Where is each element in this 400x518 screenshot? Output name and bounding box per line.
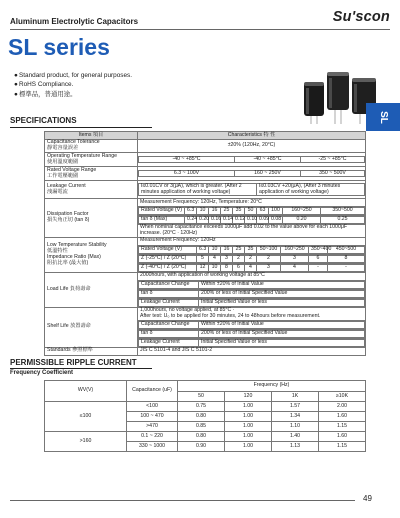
criteria-value: Within ±20% of Initial Value — [199, 281, 365, 288]
coefficient-cell: 1.15 — [319, 442, 366, 452]
voltage-cell: 10 — [209, 246, 221, 253]
voltage-cell: 35 — [233, 208, 245, 215]
coefficient-cell: 1.10 — [272, 422, 319, 432]
leakage-formula-low: I≤0.01CV or 3(μA), which is greater. (After 2 minutes application of working voltage) — [139, 183, 257, 196]
impedance-cell: 4 — [209, 255, 221, 262]
voltage-cell: 100 — [269, 208, 283, 215]
temp-range-mid-voltage: -40 ~ +85°C — [235, 156, 301, 163]
series-side-tab: SL — [366, 103, 400, 131]
frequency-cell: 120 — [225, 392, 272, 402]
frequency-cell: 1K — [272, 392, 319, 402]
row-label: Operating Temperature Range 使用溫度範圍 — [45, 153, 138, 167]
coefficient-cell: 1.60 — [319, 412, 366, 422]
tolerance-value: ±20% (120Hz, 20°C) — [138, 140, 366, 153]
row-label: Leakage Current 洩漏電流 — [45, 181, 138, 199]
coefficient-cell: 2.00 — [319, 402, 366, 412]
voltage-cell: 350~400 — [309, 246, 328, 253]
impedance-cell: 3 — [221, 255, 233, 262]
tan-delta-cell: 0.12 — [233, 216, 245, 223]
table-row — [45, 153, 366, 167]
section-rule — [10, 368, 152, 369]
coefficient-cell: 1.00 — [225, 402, 272, 412]
header-rule — [10, 29, 390, 30]
header-title: Aluminum Electrolytic Capacitors — [10, 17, 139, 26]
voltage-cell: 10 — [197, 208, 209, 215]
feature-item: ●Standard product, for general purposes. — [14, 72, 132, 79]
criteria-value: Within ±20% of Initial Value — [199, 321, 365, 328]
footer-rule — [10, 500, 355, 501]
tan-delta-cell: 0.10 — [245, 216, 257, 223]
load-life-description: 2000hours, with application of working voltage at 85°C — [138, 272, 366, 280]
table-row — [45, 237, 366, 245]
dissipation-measurement: Measurement Frequency: 120Hz, Temperature: 20°C — [138, 199, 366, 207]
capacitance-cell: 0.1 ~ 220 — [127, 432, 178, 442]
criteria-label: tan δ — [139, 330, 199, 337]
coefficient-cell: 1.57 — [272, 402, 319, 412]
coefficient-cell: 1.13 — [272, 442, 319, 452]
voltage-range-high: 350 ~ 500V — [301, 170, 365, 177]
criteria-label: Capacitance Change — [139, 281, 199, 288]
series-title: SL series — [8, 34, 110, 60]
rated-voltage-label: Rated Voltage (V) — [139, 246, 197, 253]
row-label: Load Life 負荷壽命 — [45, 272, 138, 307]
row-label: Rated Voltage Range 工作電壓範圍 — [45, 167, 138, 181]
coefficient-cell: 1.34 — [272, 412, 319, 422]
criteria-label: Capacitance Change — [139, 321, 199, 328]
coefficient-cell: 0.90 — [178, 442, 225, 452]
capacitance-cell: >470 — [127, 422, 178, 432]
column-header-items: Items 項目 — [45, 132, 138, 140]
table-row — [45, 347, 366, 355]
frequency-cell: ≥10K — [319, 392, 366, 402]
capacitance-header: Capacitance (uF) — [127, 381, 178, 402]
voltage-cell: 6.3 — [197, 246, 209, 253]
impedance-cell: 8 — [221, 264, 233, 271]
row-label: Standards 參照標準 — [45, 347, 138, 355]
impedance-cell: 8 — [328, 255, 365, 262]
voltage-cell: 450~500 — [328, 246, 365, 253]
tan-delta-cell: 0.20 — [197, 216, 209, 223]
criteria-value: Initial Specified Value or less — [199, 299, 365, 306]
coefficient-cell: 1.00 — [225, 442, 272, 452]
criteria-label: tan δ — [139, 290, 199, 297]
impedance-cell: - — [309, 264, 328, 271]
coefficient-cell: 1.40 — [272, 432, 319, 442]
table-row — [45, 402, 366, 412]
frequency-header: Frequency (Hz) — [178, 381, 366, 392]
voltage-cell: 160~250 — [283, 208, 321, 215]
coefficient-cell: 1.00 — [225, 432, 272, 442]
capacitance-cell: 100 ~ 470 — [127, 412, 178, 422]
voltage-cell: 160~250 — [281, 246, 309, 253]
voltage-cell: 16 — [209, 208, 221, 215]
table-row — [45, 199, 366, 207]
impedance-cell: 6 — [233, 264, 245, 271]
wv-group-cell: ≤100 — [45, 402, 127, 432]
tan-delta-cell: 0.08 — [269, 216, 283, 223]
table-header-row — [45, 381, 366, 392]
tan-delta-cell: 0.14 — [221, 216, 233, 223]
brand-logo: Su'scon — [332, 9, 390, 25]
voltage-cell: 6.3 — [185, 208, 197, 215]
specifications-heading: SPECIFICATIONS — [10, 116, 77, 125]
wv-header: WV(V) — [45, 381, 127, 402]
coefficient-cell: 1.60 — [319, 432, 366, 442]
ripple-current-heading: PERMISSIBLE RIPPLE CURRENT — [10, 358, 137, 367]
frequency-coefficient-heading: Frequency Coefficient — [10, 370, 74, 376]
ripple-current-table — [44, 380, 366, 452]
tan-delta-cell: 0.24 — [185, 216, 197, 223]
table-row — [45, 307, 366, 320]
temp-range-high-voltage: -25 ~ +85°C — [301, 156, 365, 163]
criteria-value: Initial Specified Value or less — [199, 339, 365, 346]
tan-delta-cell: 0.09 — [257, 216, 269, 223]
voltage-cell: 35 — [245, 246, 257, 253]
impedance-cell: 4 — [245, 264, 257, 271]
voltage-cell: 350~500 — [321, 208, 365, 215]
feature-list — [14, 71, 132, 99]
criteria-value: 200% or less of Initial Specified Value — [199, 290, 365, 297]
criteria-value: 200% or less of Initial Specified Value — [199, 330, 365, 337]
table-row — [45, 432, 366, 442]
wv-group-cell: >160 — [45, 432, 127, 452]
row-label: Low Temperature Stability 低溫特性 Impedance Ratio (Max) 阻抗比率 (最大值) — [45, 237, 138, 272]
tan-delta-label: tan δ (Max) — [139, 216, 185, 223]
impedance-cell: 12 — [197, 264, 209, 271]
specifications-table — [44, 131, 366, 356]
table-row — [45, 181, 366, 199]
leakage-formula-high: I≤0.03CV +20(μA), (After 3 minutes application of working voltage) — [257, 183, 365, 196]
feature-item: ●RoHS Compliance. — [14, 81, 74, 89]
page-number: 49 — [363, 494, 372, 503]
coefficient-cell: 1.00 — [225, 422, 272, 432]
dissipation-note: When nominal capacitance exceeds 1000μF add 0.02 to the value above for each 1000μF increase. (20°C · 120Hz) — [138, 224, 366, 237]
voltage-cell: 63 — [257, 208, 269, 215]
criteria-label: Leakage Current — [139, 339, 199, 346]
shelf-life-description: 1,000hours, no voltage applied, at 85°C · After test: U₀ to be applied for 30 minutes, 24 to 48hours before measurement. — [138, 307, 366, 320]
impedance-cell: 6 — [309, 255, 328, 262]
voltage-cell: 25 — [233, 246, 245, 253]
row-label: Shelf Life 放置壽命 — [45, 307, 138, 347]
impedance-cell: 3 — [281, 255, 309, 262]
standards-value: JIS C 5101-4 and JIS C 5101-2 — [138, 347, 366, 355]
coefficient-cell: 0.80 — [178, 412, 225, 422]
impedance-cell: 2 — [257, 255, 281, 262]
voltage-range-low: 6.3 ~ 100V — [139, 170, 235, 177]
impedance-cell: 2 — [233, 255, 245, 262]
rated-voltage-label: Rated Voltage (V) — [139, 208, 185, 215]
coefficient-cell: 1.00 — [225, 412, 272, 422]
feature-item: ●標準品，普通用途。 — [14, 90, 77, 98]
coefficient-cell: 0.80 — [178, 432, 225, 442]
row-label: Capacitance Tolerance 靜電容量誤差 — [45, 140, 138, 153]
coefficient-cell: 1.15 — [319, 422, 366, 432]
voltage-cell: 50 — [245, 208, 257, 215]
impedance-ratio-label: Z (-40°C) / Z (20°C) — [139, 264, 197, 271]
tan-delta-cell: 0.20 — [283, 216, 321, 223]
table-row — [45, 140, 366, 153]
section-rule — [10, 127, 152, 128]
table-row — [45, 272, 366, 280]
temp-range-low-voltage: -40 ~ +85°C — [139, 156, 235, 163]
impedance-cell: 2 — [245, 255, 257, 262]
impedance-cell: 4 — [281, 264, 309, 271]
voltage-cell: 16 — [221, 246, 233, 253]
impedance-cell: - — [328, 264, 365, 271]
impedance-cell: 10 — [209, 264, 221, 271]
capacitance-cell: 330 ~ 1000 — [127, 442, 178, 452]
row-label: Dissipation Factor 損失角正切 (tan δ) — [45, 199, 138, 238]
tan-delta-cell: 0.16 — [209, 216, 221, 223]
frequency-cell: 50 — [178, 392, 225, 402]
impedance-ratio-label: Z (-25°C) / Z (20°C) — [139, 255, 197, 262]
impedance-cell: 5 — [197, 255, 209, 262]
column-header-characteristics: Characteristics 特 性 — [138, 132, 366, 140]
voltage-cell: 50~100 — [257, 246, 281, 253]
tan-delta-cell: 0.25 — [321, 216, 365, 223]
table-row — [45, 167, 366, 181]
capacitance-cell: <100 — [127, 402, 178, 412]
voltage-cell: 25 — [221, 208, 233, 215]
coefficient-cell: 0.85 — [178, 422, 225, 432]
voltage-range-mid: 160 ~ 250V — [235, 170, 301, 177]
impedance-cell: 3 — [257, 264, 281, 271]
low-temp-measurement: Measurement Frequency: 120Hz — [138, 237, 366, 245]
criteria-label: Leakage Current — [139, 299, 199, 306]
coefficient-cell: 0.75 — [178, 402, 225, 412]
